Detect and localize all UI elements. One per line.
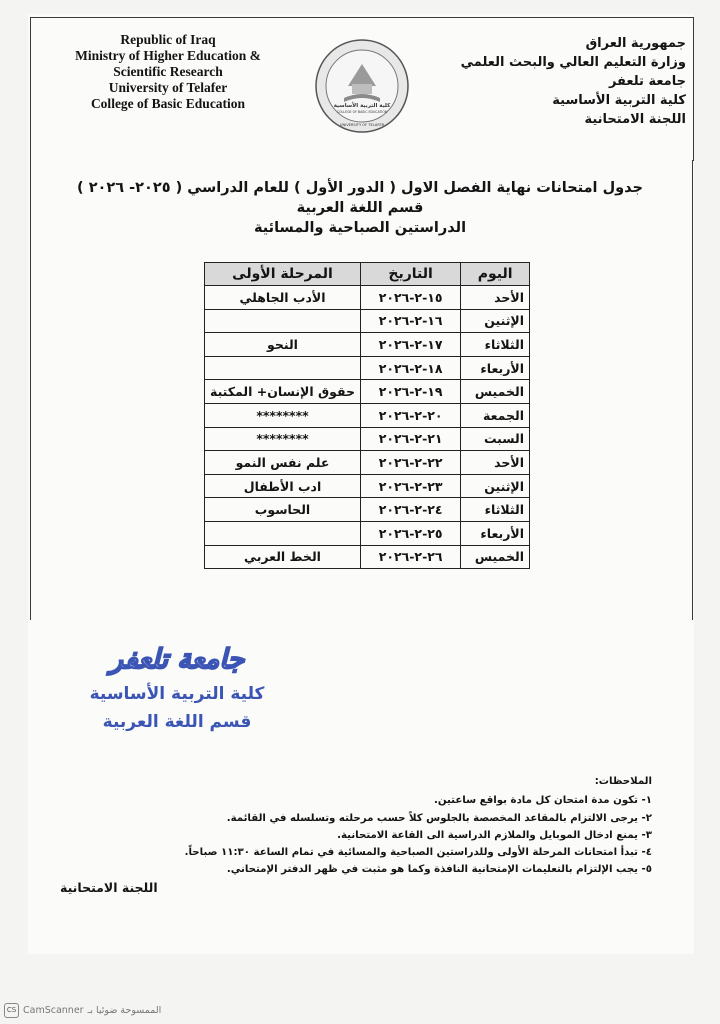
arabic-header-line: جمهورية العراق [585, 36, 686, 51]
day-cell: الإثنين [461, 474, 530, 498]
committee-signature: اللجنة الامتحانية [60, 880, 158, 895]
day-header: اليوم [461, 263, 530, 286]
english-header-line: Ministry of Higher Education & [75, 48, 261, 63]
study-type-title: الدراستين الصباحية والمسائية [253, 220, 467, 236]
date-cell: ١٥-٢-٢٠٢٦ [360, 286, 460, 310]
subject-cell: النحو [205, 333, 361, 357]
table-row [205, 356, 530, 380]
table-body [205, 286, 530, 569]
arabic-header-line: وزارة التعليم العالي والبحث العلمي [460, 55, 686, 70]
subject-cell: ادب الأطفال [205, 474, 361, 498]
table-header-row [205, 263, 530, 286]
day-cell: الأربعاء [461, 356, 530, 380]
arabic-header-line: اللجنة الامتحانية [584, 112, 686, 127]
subject-cell: الحاسوب [205, 498, 361, 522]
stamp-line: كلية التربية الأساسية [89, 684, 265, 704]
date-cell: ٢٤-٢-٢٠٢٦ [360, 498, 460, 522]
subject-cell: ******** [205, 427, 361, 451]
department-stamp [88, 632, 266, 738]
camscanner-watermark [4, 1003, 161, 1018]
frame-right-line [692, 160, 693, 620]
schedule-titles [40, 178, 680, 238]
subject-cell [205, 309, 361, 333]
date-cell: ١٦-٢-٢٠٢٦ [360, 309, 460, 333]
date-cell: ١٨-٢-٢٠٢٦ [360, 356, 460, 380]
schedule-title: جدول امتحانات نهاية الفصل الاول ( الدور الأول ) للعام الدراسي ( ٢٠٢٥- ٢٠٢٦ ) [77, 180, 643, 196]
subject-cell: الخط العربي [205, 545, 361, 569]
day-cell: الثلاثاء [461, 333, 530, 357]
note-item: ٣- يمنع ادخال الموبايل والملازم الدراسية الى القاعة الامتحانية. [337, 829, 652, 841]
frame-left-line [30, 160, 31, 620]
logo-arabic-text: كلية التربية الأساسية [333, 103, 391, 109]
english-header [58, 32, 278, 112]
notes-heading: الملاحظات: [594, 776, 652, 787]
note-item: ١- تكون مدة امتحان كل مادة بواقع ساعتين. [433, 795, 652, 807]
table-row [205, 333, 530, 357]
subject-cell: الأدب الجاهلي [205, 286, 361, 310]
table-row [205, 427, 530, 451]
day-cell: الأحد [461, 286, 530, 310]
day-cell: الأربعاء [461, 521, 530, 545]
subject-cell [205, 521, 361, 545]
subject-cell: حقوق الإنسان+ المكتبة [205, 380, 361, 404]
subject-header: المرحلة الأولى [205, 263, 361, 286]
college-logo [314, 38, 410, 134]
table-row [205, 286, 530, 310]
date-cell: ١٧-٢-٢٠٢٦ [360, 333, 460, 357]
table-row [205, 309, 530, 333]
english-header-line: College of Basic Education [90, 96, 246, 111]
note-item: ٤- تبدأ امتحانات المرحلة الأولى وللدراستين الصباحية والمسائية في تمام الساعة ١١:٣٠ صباحاً. [184, 847, 652, 859]
notes-section [160, 773, 652, 879]
exam-schedule-table [204, 262, 530, 569]
camscanner-text: CamScanner [23, 1005, 84, 1016]
table-row [205, 545, 530, 569]
date-cell: ٢٦-٢-٢٠٢٦ [360, 545, 460, 569]
logo-english-text: COLLEGE OF BASIC EDUCATION [336, 110, 388, 114]
english-header-line: Republic of Iraq [120, 32, 216, 47]
camscanner-arabic-text: الممسوحة ضوئيا بـ [87, 1005, 162, 1016]
stamp-line: جامعة تلعفر [109, 644, 245, 675]
day-cell: الخميس [461, 380, 530, 404]
date-cell: ١٩-٢-٢٠٢٦ [360, 380, 460, 404]
date-cell: ٢٠-٢-٢٠٢٦ [360, 403, 460, 427]
english-header-line: Scientific Research [113, 64, 223, 79]
subject-cell [205, 356, 361, 380]
logo-university-text: UNIVERSITY OF TELAFER [339, 123, 385, 127]
table-row [205, 498, 530, 522]
arabic-header-line: كلية التربية الأساسية [552, 93, 686, 108]
note-item: ٢- يرجى الالتزام بالمقاعد المخصصة بالجلوس كلاً حسب مرحلته وتسلسله في القائمة. [226, 812, 652, 824]
table-row [205, 403, 530, 427]
day-cell: السبت [461, 427, 530, 451]
date-cell: ٢١-٢-٢٠٢٦ [360, 427, 460, 451]
date-cell: ٢٣-٢-٢٠٢٦ [360, 474, 460, 498]
note-item: ٥- يجب الإلتزام بالتعليمات الإمتحانية النافذة وكما هو مثبت في ظهر الدفتر الإمتحاني. [226, 864, 652, 876]
table-row [205, 380, 530, 404]
camscanner-icon: CS [4, 1003, 19, 1018]
english-header-line: University of Telafer [108, 80, 228, 95]
table-row [205, 451, 530, 475]
department-title: قسم اللغة العربية [296, 200, 424, 216]
day-cell: الخميس [461, 545, 530, 569]
day-cell: الجمعة [461, 403, 530, 427]
day-cell: الإثنين [461, 309, 530, 333]
arabic-header-line: جامعة تلعفر [608, 74, 686, 89]
subject-cell: علم نفس النمو [205, 451, 361, 475]
date-cell: ٢٢-٢-٢٠٢٦ [360, 451, 460, 475]
table-row [205, 474, 530, 498]
day-cell: الثلاثاء [461, 498, 530, 522]
table-row [205, 521, 530, 545]
date-header: التاريخ [360, 263, 460, 286]
arabic-header [426, 34, 686, 129]
day-cell: الأحد [461, 451, 530, 475]
date-cell: ٢٥-٢-٢٠٢٦ [360, 521, 460, 545]
stamp-line: قسم اللغة العربية [102, 712, 252, 732]
subject-cell: ******** [205, 403, 361, 427]
